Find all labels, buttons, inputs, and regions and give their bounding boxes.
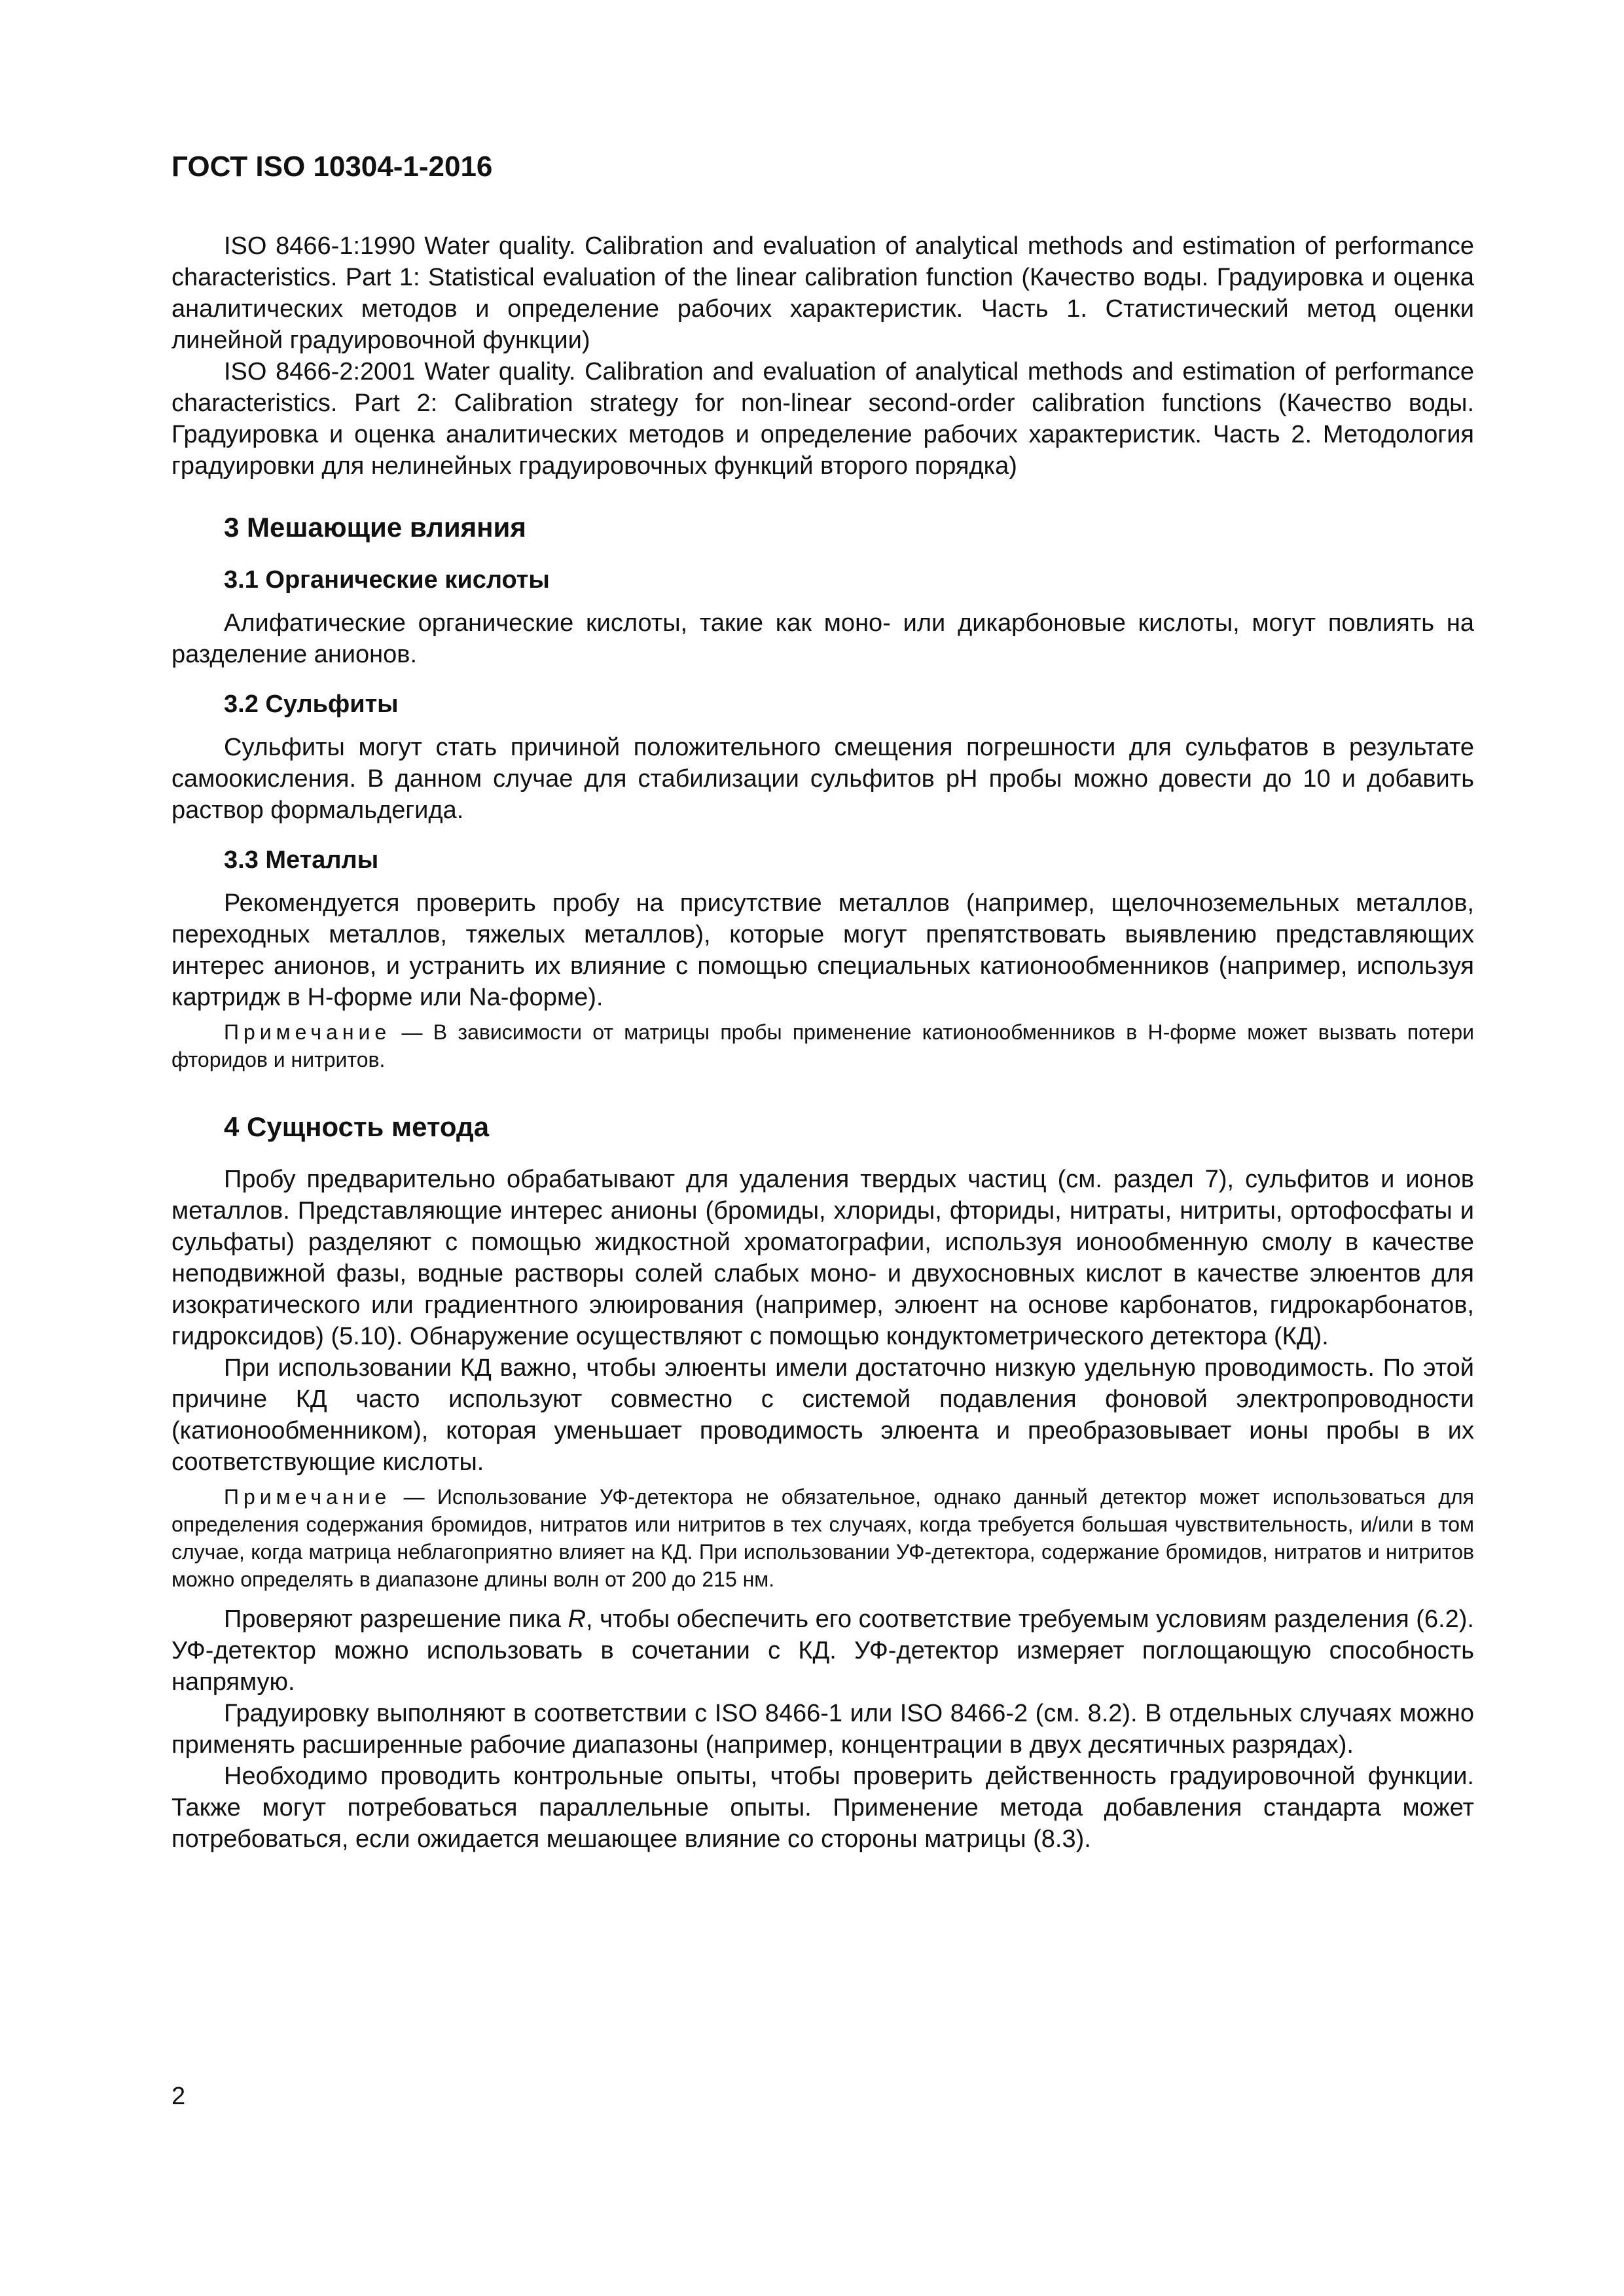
section-3-3-text: Рекомендуется проверить пробу на присутствие металлов (например, щелочноземельных металлов, переходных металлов, тяжелых металлов), которые могут препятствовать выявлению представляющих интерес анионов, и устранить их влияние с помощью специальных катионообменников (например, используя картридж в H-форме или Na-форме). — [171, 889, 1474, 1011]
paragraph-3-end: , чтобы обеспечить его соответствие требуемым условиям разделения (6.2). УФ-детектор можно использовать в сочетании с КД. УФ-детектор измеряет поглощающую способность напрямую. — [171, 1605, 1474, 1696]
section-4-paragraph-3 — [171, 1604, 1474, 1698]
section-4-paragraph-4: Градуировку выполняют в соответствии с ISO 8466-1 или ISO 8466-2 (см. 8.2). В отдельных случаях можно применять расширенные рабочие диапазоны (например, концентрации в двух десятичных разрядах). — [171, 1700, 1474, 1759]
paragraph-3-start: Проверяют разрешение пика — [224, 1605, 568, 1633]
section-3-2-text: Сульфиты могут стать причиной положительного смещения погрешности для сульфатов в результате самоокисления. В данном случае для стабилизации сульфитов pH пробы можно довести до 10 и добавить раствор формальдегида. — [171, 734, 1474, 824]
section-3-2-title: 3.2 Сульфиты — [224, 691, 399, 718]
section-3-title: 3 Мешающие влияния — [224, 512, 526, 543]
section-4-title: 4 Сущность метода — [224, 1111, 490, 1142]
section-3-1-text: Алифатические органические кислоты, такие как моно- или дикарбоновые кислоты, могут повлиять на разделение анионов. — [171, 609, 1474, 668]
reference-iso-8466-2: ISO 8466-2:2001 Water quality. Calibration and evaluation of analytical methods and estimation of performance characteristics. Part 2: Calibration strategy for non-linear second-order calibration functions (Качество воды. Градуировка и оценка аналитических методов и определение рабочих характеристик. Часть 2. Методология градуировки для нелинейных градуировочных функций второго порядка) — [171, 358, 1474, 480]
page-number: 2 — [171, 2083, 186, 2110]
section-4-paragraph-5: Необходимо проводить контрольные опыты, чтобы проверить действенность градуировочной функции. Также могут потребоваться параллельные опыты. Применение метода добавления стандарта может потребоваться, если ожидается мешающее влияние со стороны матрицы (8.3). — [171, 1763, 1474, 1853]
note-text: — Использование УФ-детектора не обязательное, однако данный детектор может использоваться для определения содержания бромидов, нитратов или нитритов в тех случаях, когда требуется большая чувствительность, и/или в том случае, когда матрица неблагоприятно влияет на КД. При использовании УФ-детектора, содержание бромидов, нитратов и нитритов можно определять в диапазоне длины волн от 200 до 215 нм. — [171, 1485, 1474, 1591]
document-header: ГОСТ ISO 10304-1-2016 — [171, 151, 493, 183]
section-3-3-note — [171, 1018, 1474, 1073]
reference-iso-8466-1: ISO 8466-1:1990 Water quality. Calibration and evaluation of analytical methods and estimation of performance characteristics. Part 1: Statistical evaluation of the linear calibration function (Качество воды. Градуировка и оценка аналитических методов и определение рабочих характеристик. Часть 1. Статистический метод оценки линейной градуировочной функции) — [171, 232, 1474, 354]
note-label: Примечание — [224, 1485, 391, 1509]
section-3-3-title: 3.3 Металлы — [224, 846, 379, 874]
section-3-1-title: 3.1 Органические кислоты — [224, 566, 550, 594]
section-4-note — [171, 1483, 1474, 1593]
page-content — [171, 230, 1474, 1855]
section-4-paragraph-1: Пробу предварительно обрабатывают для удаления твердых частиц (см. раздел 7), сульфитов и ионов металлов. Представляющие интерес анионы (бромиды, хлориды, фториды, нитраты, нитриты, ортофосфаты и сульфаты) разделяют с помощью жидкостной хроматографии, используя ионообменную смолу в качестве неподвижной фазы, водные растворы солей слабых моно- и двухосновных кислот в качестве элюентов для изократического или градиентного элюирования (например, элюент на основе карбонатов, гидрокарбонатов, гидроксидов) (5.10). Обнаружение осуществляют с помощью кондуктометрического детектора (КД). — [171, 1166, 1474, 1350]
section-4-paragraph-2: При использовании КД важно, чтобы элюенты имели достаточно низкую удельную проводимость. По этой причине КД часто используют совместно с системой подавления фоновой электропроводности (катионообменником), которая уменьшает проводимость элюента и преобразовывает ионы пробы в их соответствующие кислоты. — [171, 1354, 1474, 1476]
note-text: — В зависимости от матрицы пробы применение катионообменников в H-форме может вызвать потери фторидов и нитритов. — [171, 1020, 1474, 1071]
note-label: Примечание — [224, 1020, 391, 1044]
resolution-variable: R — [568, 1605, 586, 1633]
